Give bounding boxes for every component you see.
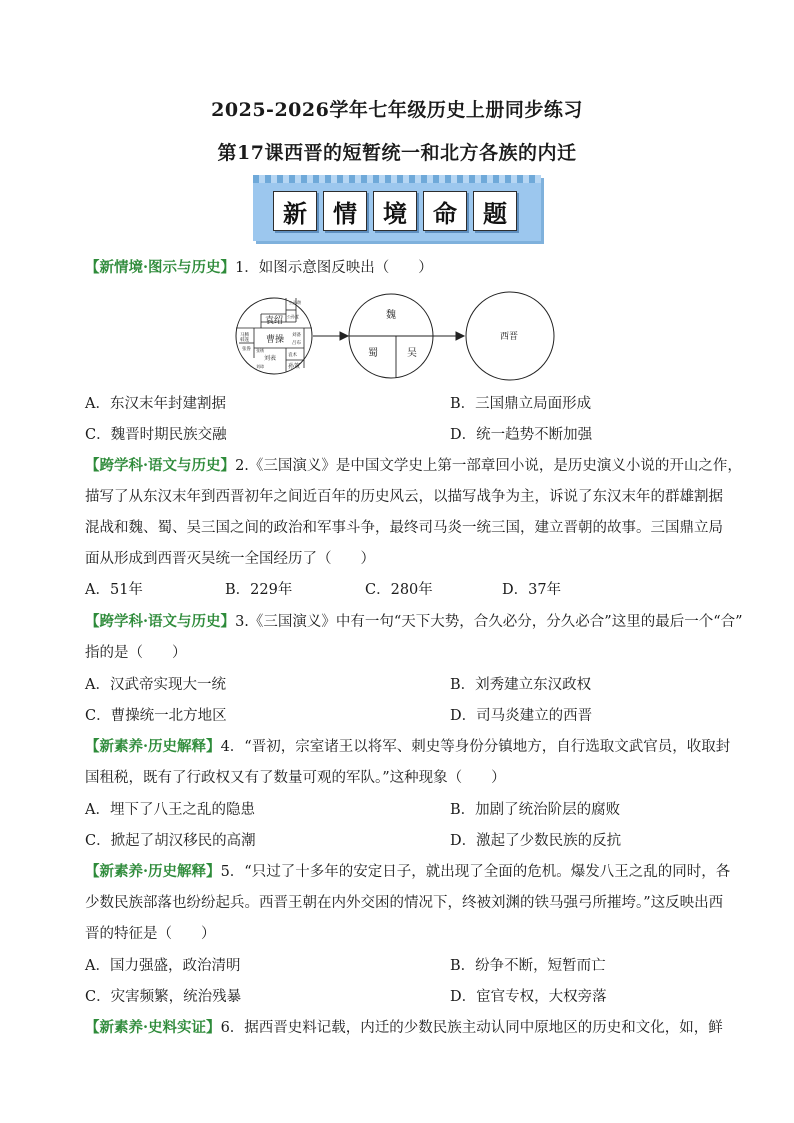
q1-options-row-1 — [85, 394, 592, 414]
q2-option-d[interactable]: D．37年 — [502, 582, 562, 598]
banner — [253, 175, 541, 241]
label-wu: 吴 — [407, 348, 417, 359]
q5-line-2: 少数民族部落也纷纷起兵。西晋王朝在内外交困的情况下，终被刘渊的铁马强弓所摧垮。”这反映出西 — [85, 895, 724, 911]
q1-option-c[interactable]: C．魏晋时期民族交融 — [85, 427, 227, 443]
q4-option-d[interactable]: D．激起了少数民族的反抗 — [450, 833, 622, 849]
q2-line-2: 描写了从东汉末年到西晋初年之间近百年的历史风云，以描写战争为主，诉说了东汉末年的群雄割据 — [85, 489, 723, 505]
q5-tag: 【新素养·历史解释】 — [85, 863, 221, 880]
arrow-right-icon — [433, 332, 464, 340]
q3-option-c[interactable]: C．曹操统一北方地区 — [85, 708, 227, 724]
three-kingdoms-diagram — [234, 288, 566, 384]
label-shu: 蜀 — [368, 348, 378, 359]
q4-line-1 — [85, 737, 730, 757]
label-mateng: 马腾 — [240, 333, 249, 338]
label-gongsundu: 公孙度 — [287, 314, 299, 319]
q3-options-row-2 — [85, 706, 593, 726]
q3-option-a[interactable]: A．汉武帝实现大一统 — [85, 677, 226, 693]
q2-line-1 — [85, 456, 742, 476]
q5-text-1: 5．“只过了十多年的安定日子，就出现了全面的危机。爆发八王之乱的同时，各 — [220, 864, 731, 880]
q5-option-d[interactable]: D．宦官专权，大权旁落 — [450, 989, 607, 1005]
diagram-circle-warlords — [236, 298, 312, 374]
q3-text-1: 3.《三国演义》中有一句“天下大势，合久必分，分久必合”这里的最后一个“合” — [235, 614, 743, 630]
banner-char-2: 情 — [323, 191, 367, 231]
q3-options-row-1 — [85, 675, 592, 695]
label-liubiao: 刘表 — [264, 355, 277, 362]
q3-option-b[interactable]: B．刘秀建立东汉政权 — [450, 677, 592, 693]
q1-option-b[interactable]: B．三国鼎立局面形成 — [450, 396, 592, 412]
q5-line-1 — [85, 862, 730, 882]
q2-text-1: 2.《三国演义》是中国文学史上第一部章回小说，是历史演义小说的开山之作， — [235, 458, 742, 474]
q3-line-2: 指的是（ ） — [85, 645, 187, 661]
label-sunce: 孙策 — [288, 363, 301, 370]
banner-char-3: 境 — [373, 191, 417, 231]
label-wei: 魏 — [386, 310, 396, 321]
label-gongsunzan: 公孙瓒 — [289, 300, 301, 305]
q6-line-1 — [85, 1018, 723, 1038]
q1-options-row-2 — [85, 425, 593, 445]
title-line-2: 第17课西晋的短暂统一和北方各族的内迁 — [217, 142, 577, 164]
label-xijin: 西晋 — [500, 332, 519, 342]
q4-line-2: 国租税，既有了行政权又有了数量可观的军队。”这种现象（ ） — [85, 770, 506, 786]
label-liubei: 刘备 — [292, 333, 301, 338]
q5-options-row-2 — [85, 987, 607, 1007]
q6-text-1: 6．据西晋史料记载，内迁的少数民族主动认同中原地区的历史和文化，如，鲜 — [220, 1020, 723, 1036]
diagram-circle-western-jin — [466, 292, 554, 380]
q5-options-row-1 — [85, 956, 606, 976]
q2-option-b[interactable]: B．229年 — [225, 582, 293, 598]
label-yuanshao: 袁绍 — [265, 316, 284, 326]
q5-option-a[interactable]: A．国力强盛，政治清明 — [85, 958, 241, 974]
label-hansui: 韩遂 — [240, 338, 249, 343]
banner-char-5: 题 — [473, 191, 517, 231]
q3-line-1 — [85, 612, 743, 632]
q2-option-a[interactable]: A．51年 — [85, 582, 143, 598]
label-yuanshu: 袁术 — [288, 353, 297, 358]
q1-tag: 【新情境·图示与历史】 — [85, 259, 236, 276]
q1-option-a[interactable]: A．东汉末年封建割据 — [85, 396, 226, 412]
q4-option-c[interactable]: C．掀起了胡汉移民的高潮 — [85, 833, 256, 849]
diagram-circle-three-kingdoms — [349, 294, 433, 378]
banner-stripe — [253, 175, 541, 183]
q4-options-row-2 — [85, 831, 622, 851]
q2-line-3: 混战和魏、蜀、吴三国之间的政治和军事斗争，最终司马炎一统三国，建立晋朝的故事。三国鼎立局 — [85, 520, 723, 536]
banner-char-1: 新 — [273, 191, 317, 231]
title-line-1: 2025-2026学年七年级历史上册同步练习 — [211, 99, 583, 121]
q5-line-3: 晋的特征是（ ） — [85, 926, 216, 942]
q1-stem: 1．如图示意图反映出（ ） — [235, 260, 433, 276]
label-lvbu: 吕布 — [292, 341, 301, 346]
q5-option-b[interactable]: B．纷争不断，短暂而亡 — [450, 958, 606, 974]
q4-text-1: 4．“晋初，宗室诸王以将军、刺史等身份分镇地方，自行选取文武官员，收取封 — [220, 739, 731, 755]
q3-tag: 【跨学科·语文与历史】 — [85, 613, 236, 630]
label-caocao: 曹操 — [266, 335, 285, 345]
q4-option-b[interactable]: B．加剧了统治阶层的腐败 — [450, 802, 621, 818]
label-liuzhang: 刘璋 — [256, 364, 264, 369]
q3-option-d[interactable]: D．司马炎建立的西晋 — [450, 708, 593, 724]
arrow-right-icon — [313, 332, 348, 340]
q1-option-d[interactable]: D．统一趋势不断加强 — [450, 427, 593, 443]
label-zhangxiu: 张绣 — [256, 348, 264, 353]
q4-tag: 【新素养·历史解释】 — [85, 738, 221, 755]
q2-option-c[interactable]: C．280年 — [365, 582, 433, 598]
banner-tiles — [273, 191, 517, 231]
q1-stem-line — [85, 258, 433, 278]
q5-option-c[interactable]: C．灾害频繁，统治残暴 — [85, 989, 242, 1005]
label-zhanglu: 张鲁 — [242, 347, 251, 352]
q4-options-row-1 — [85, 800, 621, 820]
q2-tag: 【跨学科·语文与历史】 — [85, 457, 236, 474]
q2-line-4: 面从形成到西晋灭吴统一全国经历了（ ） — [85, 551, 375, 567]
q4-option-a[interactable]: A．埋下了八王之乱的隐患 — [85, 802, 255, 818]
banner-char-4: 命 — [423, 191, 467, 231]
q6-tag: 【新素养·史料实证】 — [85, 1019, 221, 1036]
